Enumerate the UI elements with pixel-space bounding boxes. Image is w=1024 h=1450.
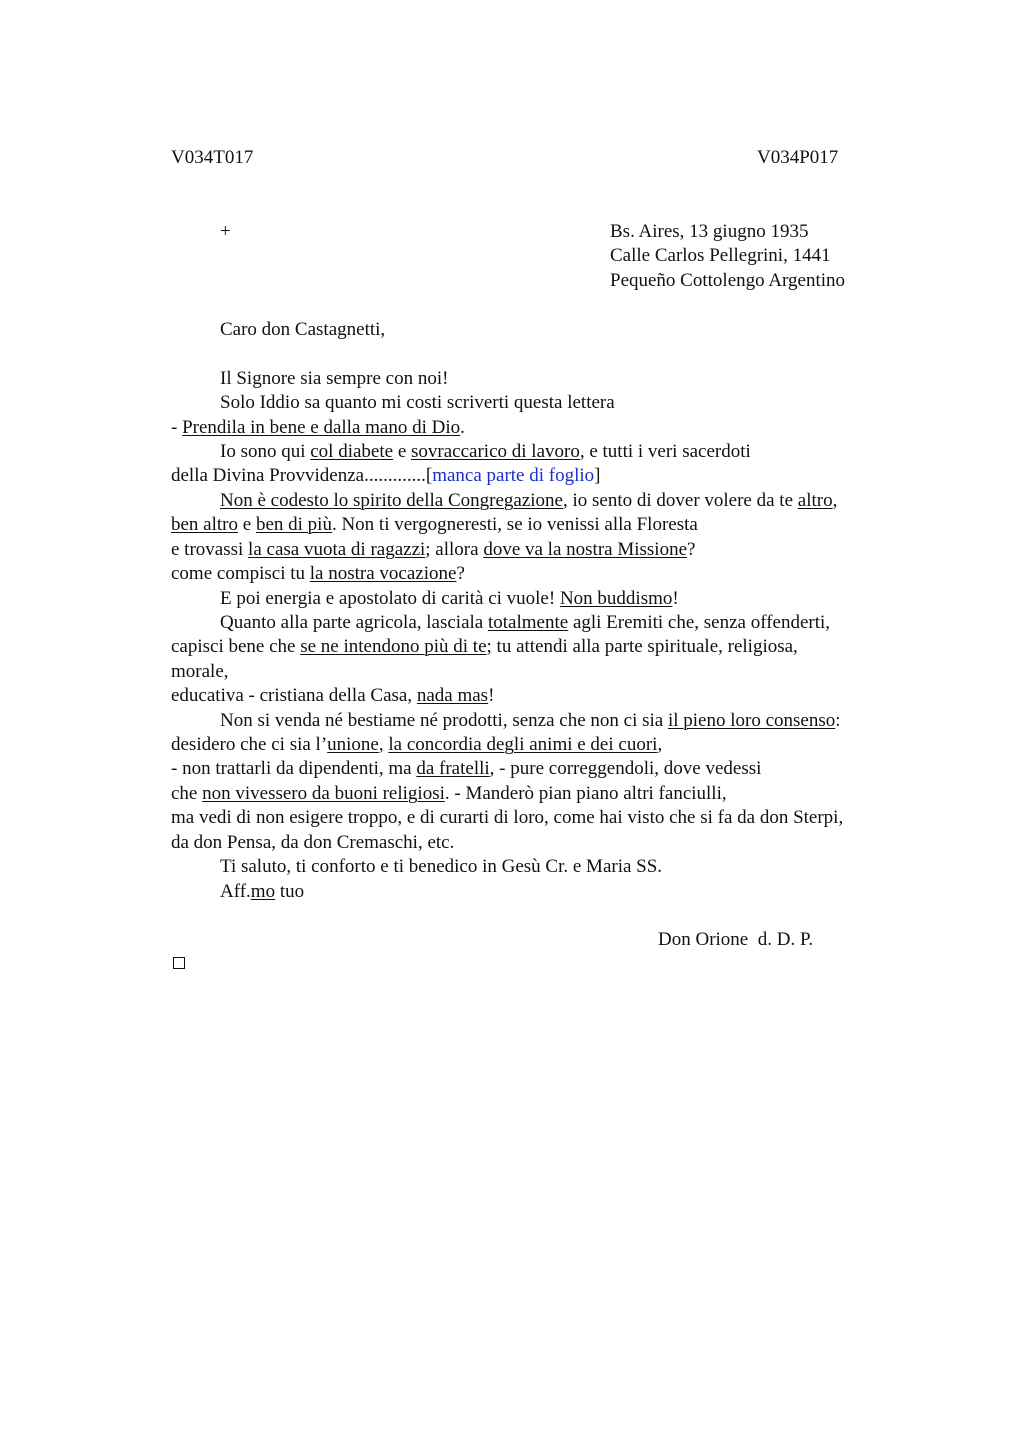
letter-institution: Pequeño Cottolengo Argentino: [610, 270, 846, 291]
body-line: desidero che ci sia l’unione, la concordia degli animi e dei cuori,: [171, 734, 663, 755]
body-line: Ti saluto, ti conforto e ti benedico in Gesù Cr. e Maria SS.: [220, 856, 663, 877]
letter-date: Bs. Aires, 13 giugno 1935: [610, 221, 809, 242]
body-line: - non trattarli da dipendenti, ma da fratelli, - pure correggendoli, dove vedessi: [171, 758, 762, 779]
body-line: Solo Iddio sa quanto mi costi scriverti questa lettera: [220, 392, 615, 413]
checkbox-square-icon: [173, 957, 185, 969]
document-code-right: V034P017: [757, 147, 839, 168]
body-line: della Divina Provvidenza.............[manca parte di foglio]: [171, 465, 601, 486]
body-line: Il Signore sia sempre con noi!: [220, 368, 449, 389]
body-line: ma vedi di non esigere troppo, e di curarti di loro, come hai visto che si fa da don Sterpi,: [171, 807, 844, 828]
body-line: Non si venda né bestiame né prodotti, senza che non ci sia il pieno loro consenso:: [220, 710, 841, 731]
body-line: capisci bene che se ne intendono più di te; tu attendi alla parte spirituale, religiosa,: [171, 636, 798, 657]
body-line: Quanto alla parte agricola, lasciala totalmente agli Eremiti che, senza offenderti,: [220, 612, 831, 633]
body-line: che non vivessero da buoni religiosi. - Manderò pian piano altri fanciulli,: [171, 783, 727, 804]
body-line: da don Pensa, da don Cremaschi, etc.: [171, 832, 455, 853]
editorial-note: manca parte di foglio: [432, 465, 595, 486]
body-line: ben altro e ben di più. Non ti vergogneresti, se io venissi alla Floresta: [171, 514, 698, 535]
body-line: - Prendila in bene e dalla mano di Dio.: [171, 417, 465, 438]
cross-mark: +: [220, 221, 231, 242]
body-line: educativa - cristiana della Casa, nada mas!: [171, 685, 495, 706]
body-line: Aff.mo tuo: [220, 881, 305, 902]
document-code-left: V034T017: [171, 147, 254, 168]
body-line: Io sono qui col diabete e sovraccarico di lavoro, e tutti i veri sacerdoti: [220, 441, 751, 462]
body-line: e trovassi la casa vuota di ragazzi; allora dove va la nostra Missione?: [171, 539, 696, 560]
body-line: Non è codesto lo spirito della Congregazione, io sento di dover volere da te altro,: [220, 490, 838, 511]
body-line: E poi energia e apostolato di carità ci vuole! Non buddismo!: [220, 588, 679, 609]
letter-address: Calle Carlos Pellegrini, 1441: [610, 245, 831, 266]
greeting: Caro don Castagnetti,: [220, 319, 386, 340]
signature: Don Orione d. D. P.: [658, 929, 814, 950]
body-line: come compisci tu la nostra vocazione?: [171, 563, 465, 584]
body-line: morale,: [171, 661, 229, 682]
